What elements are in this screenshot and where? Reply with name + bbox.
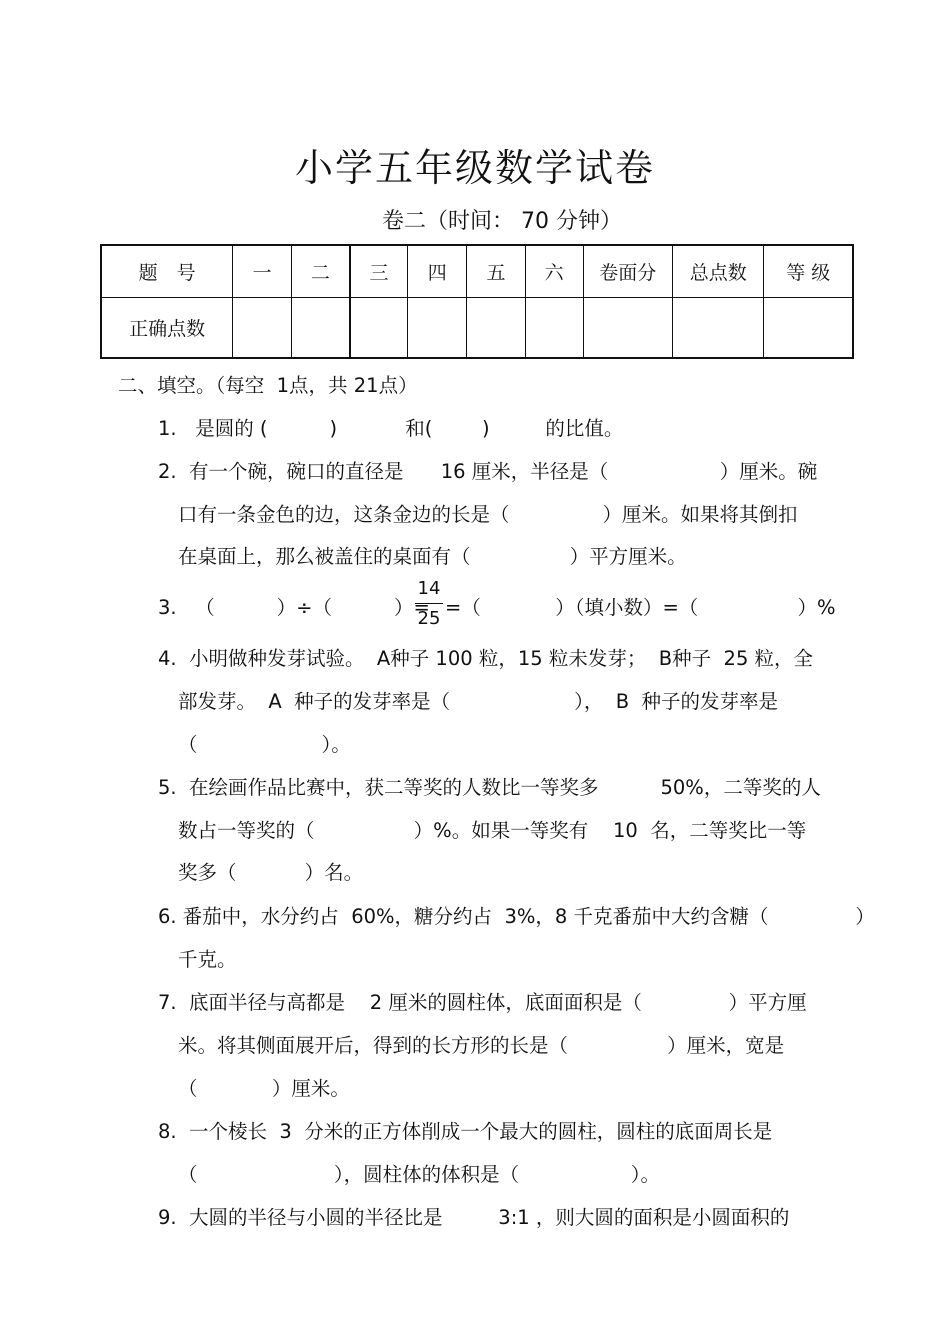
score-table-row bbox=[101, 298, 853, 359]
question-5-line-3: 奖多（ ）名。 bbox=[178, 861, 364, 884]
question-1: 1. 是圆的 ( ) 和( ) 的比值。 bbox=[158, 417, 624, 440]
question-4-line-2: 部发芽。 A 种子的发芽率是（ ）， B 种子的发芽率是 bbox=[178, 690, 779, 713]
question-5-line-1: 5. 在绘画作品比赛中，获二等奖的人数比一等奖多 50%，二等奖的人 bbox=[158, 776, 821, 799]
header-cell: 卷面分 bbox=[583, 245, 672, 298]
header-cell: 三 bbox=[350, 245, 408, 298]
score-cell[interactable] bbox=[233, 298, 292, 359]
header-cell: 五 bbox=[467, 245, 526, 298]
score-cell[interactable] bbox=[583, 298, 672, 359]
fraction-numerator: 14 bbox=[417, 578, 441, 599]
header-cell: 六 bbox=[525, 245, 583, 298]
score-cell[interactable] bbox=[350, 298, 408, 359]
score-table bbox=[100, 244, 854, 359]
page-title: 小学五年级数学试卷 bbox=[294, 146, 655, 190]
question-2-line-3: 在桌面上，那么被盖住的桌面有（ ）平方厘米。 bbox=[178, 545, 687, 568]
score-cell[interactable] bbox=[672, 298, 763, 359]
header-cell: 四 bbox=[408, 245, 467, 298]
score-cell[interactable] bbox=[292, 298, 350, 359]
fraction-denominator: 25 bbox=[417, 608, 441, 629]
question-8-line-2: （ ），圆柱体的体积是（ ）。 bbox=[178, 1163, 660, 1186]
score-cell[interactable] bbox=[525, 298, 583, 359]
section-heading: 二、填空。（每空 1点，共 21点） bbox=[118, 374, 418, 397]
header-cell: 一 bbox=[233, 245, 292, 298]
question-4-line-1: 4. 小明做种发芽试验。 A种子 100 粒，15 粒未发芽； B种子 25 粒，全 bbox=[158, 647, 814, 670]
header-cell: 等 级 bbox=[764, 245, 853, 298]
question-3-right: =（ ）（填小数）=（ ）% bbox=[445, 596, 836, 619]
question-7-line-2: 米。将其侧面展开后，得到的长方形的长是（ ）厘米，宽是 bbox=[178, 1034, 785, 1057]
question-4-line-3: （ ）。 bbox=[178, 733, 351, 756]
question-2-line-2: 口有一条金色的边，这条金边的长是（ ）厘米。如果将其倒扣 bbox=[178, 503, 798, 526]
question-3-left: 3. （ ）÷（ ）= bbox=[158, 596, 430, 619]
score-cell[interactable] bbox=[764, 298, 853, 359]
page-subtitle: 卷二（时间： 70 分钟） bbox=[382, 209, 622, 234]
question-5-line-2: 数占一等奖的（ ）%。如果一等奖有 10 名，二等奖比一等 bbox=[178, 819, 807, 842]
question-7-line-3: （ ）厘米。 bbox=[178, 1077, 350, 1100]
question-6-line-1: 6. 番茄中，水分约占 60%，糖分约占 3%，8 千克番茄中大约含糖（ ） bbox=[158, 905, 875, 928]
question-2-line-1: 2. 有一个碗，碗口的直径是 16 厘米，半径是（ ）厘米。碗 bbox=[158, 460, 818, 483]
question-9-line-1: 9. 大圆的半径与小圆的半径比是 3:1 ，则大圆的面积是小圆面积的 bbox=[158, 1206, 790, 1229]
row-label: 正确点数 bbox=[101, 298, 233, 359]
question-8-line-1: 8. 一个棱长 3 分米的正方体削成一个最大的圆柱，圆柱的底面周长是 bbox=[158, 1120, 773, 1143]
header-cell: 总点数 bbox=[672, 245, 763, 298]
header-cell: 二 bbox=[292, 245, 350, 298]
question-7-line-1: 7. 底面半径与高都是 2 厘米的圆柱体，底面面积是（ ）平方厘 bbox=[158, 991, 807, 1014]
fraction-bar bbox=[415, 603, 443, 604]
score-table-header-row bbox=[101, 245, 853, 298]
question-6-line-2: 千克。 bbox=[178, 948, 237, 971]
score-cell[interactable] bbox=[467, 298, 526, 359]
score-cell[interactable] bbox=[408, 298, 467, 359]
header-cell: 题 号 bbox=[101, 245, 233, 298]
